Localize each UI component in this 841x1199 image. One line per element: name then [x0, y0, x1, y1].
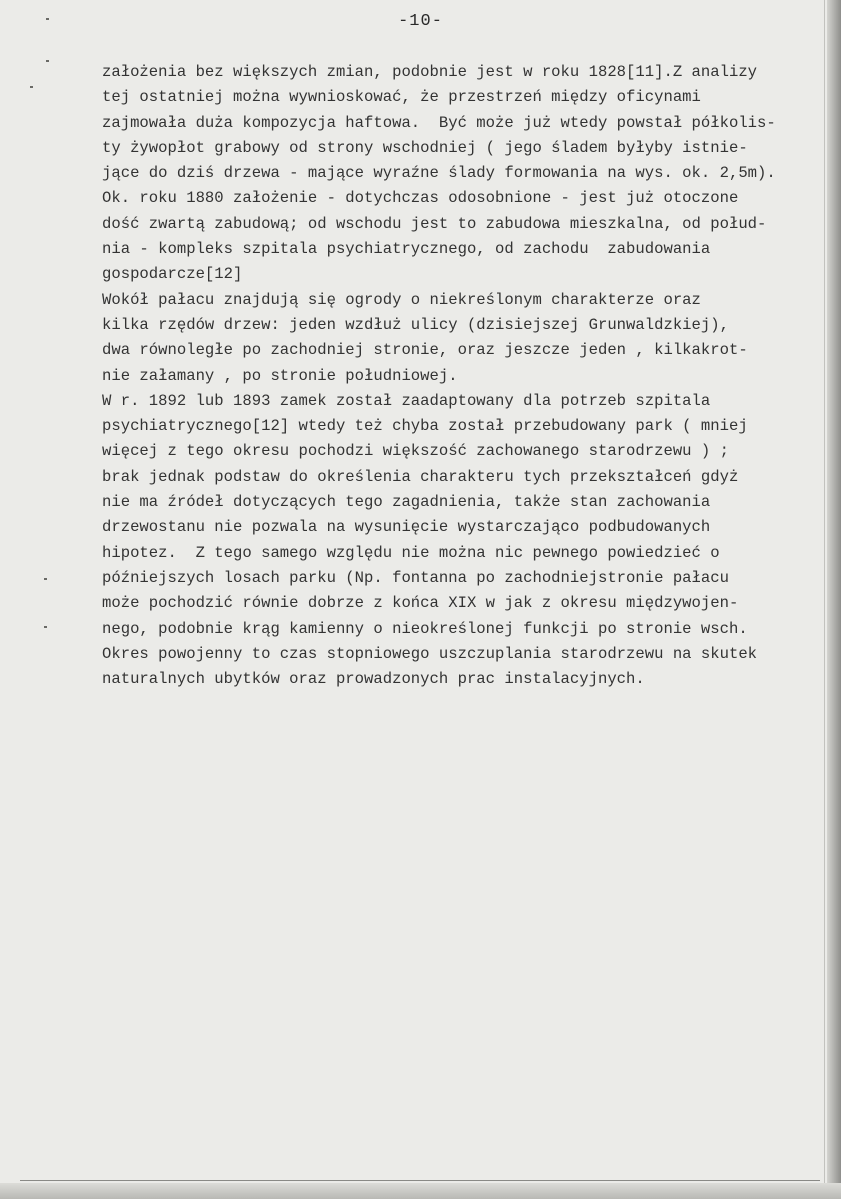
scan-speck: [44, 626, 47, 628]
scan-bottom-edge: [0, 1183, 841, 1199]
text-line: późniejszych losach parku (Np. fontanna po zachodniejstronie pałacu: [102, 568, 729, 587]
text-line: dwa równoległe po zachodniej stronie, oraz jeszcze jeden , kilkakrot-: [102, 341, 748, 360]
text-line: hipotez. Z tego samego względu nie można nic pewnego powiedzieć o: [102, 543, 720, 562]
text-line: tej ostatniej można wywnioskować, że przestrzeń między oficynami: [102, 88, 701, 107]
body-text: [102, 60, 818, 692]
text-line: nie załamany , po stronie południowej.: [102, 366, 458, 385]
text-line: Wokół pałacu znajdują się ogrody o niekreślonym charakterze oraz: [102, 290, 701, 309]
scan-bottom-line: [20, 1180, 820, 1181]
text-line: założenia bez większych zmian, podobnie jest w roku 1828[11].Z analizy: [102, 63, 758, 81]
text-line: gospodarcze[12]: [102, 265, 243, 284]
scan-edge-line: [824, 0, 825, 1199]
text-line: drzewostanu nie pozwala na wysunięcie wystarczająco podbudowanych: [102, 518, 711, 537]
text-line: nego, podobnie krąg kamienny o nieokreślonej funkcji po stronie wsch.: [102, 619, 748, 638]
text-line: brak jednak podstaw do określenia charakteru tych przekształceń gdyż: [102, 467, 739, 486]
scan-speck: [44, 578, 47, 580]
text-line: Okres powojenny to czas stopniowego uszczuplania starodrzewu na skutek: [102, 644, 758, 663]
text-line: zajmowała duża kompozycja haftowa. Być może już wtedy powstał półkolis-: [102, 113, 776, 132]
text-line: więcej z tego okresu pochodzi większość zachowanego starodrzewu ) ;: [102, 442, 729, 461]
page-number: -10-: [398, 12, 443, 31]
scan-speck: [30, 86, 33, 88]
text-line: Ok. roku 1880 założenie - dotychczas odosobnione - jest już otoczone: [102, 189, 739, 208]
text-line: może pochodzić równie dobrze z końca XIX w jak z okresu międzywojen-: [102, 594, 739, 613]
text-line: naturalnych ubytków oraz prowadzonych prac instalacyjnych.: [102, 670, 645, 689]
text-line: jące do dziś drzewa - mające wyraźne ślady formowania na wys. ok. 2,5m).: [102, 164, 776, 183]
text-line: nia - kompleks szpitala psychiatrycznego, od zachodu zabudowania: [102, 240, 711, 259]
text-line: kilka rzędów drzew: jeden wzdłuż ulicy (dzisiejszej Grunwaldzkiej),: [102, 315, 729, 334]
text-line: dość zwartą zabudową; od wschodu jest to zabudowa mieszkalna, od połud-: [102, 214, 767, 233]
scan-right-edge: [827, 0, 841, 1199]
text-line: nie ma źródeł dotyczących tego zagadnienia, także stan zachowania: [102, 493, 711, 512]
text-line: W r. 1892 lub 1893 zamek został zaadaptowany dla potrzeb szpitala: [102, 391, 711, 410]
scan-speck: [46, 60, 49, 62]
text-line: ty żywopłot grabowy od strony wschodniej ( jego śladem byłyby istnie-: [102, 138, 748, 157]
text-line: psychiatrycznego[12] wtedy też chyba został przebudowany park ( mniej: [102, 417, 748, 436]
